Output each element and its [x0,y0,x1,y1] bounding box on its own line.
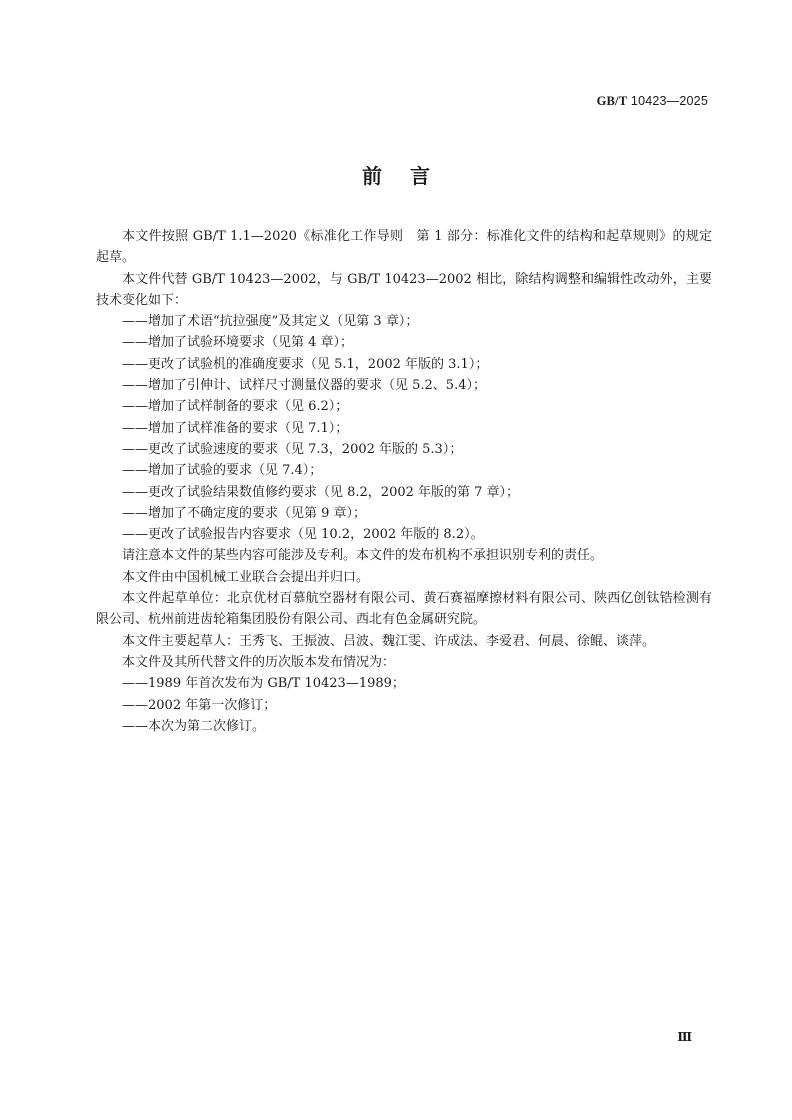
list-item: ——2002 年第一次修订； [122,697,277,713]
paragraph-drafters: 本文件主要起草人：王秀飞、王振波、吕波、魏江雯、许成法、李爱君、何晨、徐鲲、谈萍。 [122,633,656,649]
list-item: ——更改了试验报告内容要求（见 10.2，2002 年版的 8.2）。 [122,527,484,543]
list-item: ——本次为第二次修订。 [122,718,266,734]
paragraph-history-intro: 本文件及其所代替文件的历次版本发布情况为： [122,654,396,670]
list-item: ——增加了引伸计、试样尺寸测量仪器的要求（见 5.2、5.4）； [122,378,486,394]
page-number: Ⅲ [677,1030,692,1044]
list-item: ——增加了试样制备的要求（见 6.2）； [122,399,349,415]
page-title: 前言 [362,164,458,188]
list-item: ——增加了试验的要求（见 7.4）； [122,463,323,479]
paragraph-replacement: 本文件代替 GB/T 10423—2002，与 GB/T 10423—2002 相比，除结构调整和编辑性改动外，主要技术变化如下： [96,271,712,308]
list-item: ——增加了不确定度的要求（见第 9 章）； [122,505,367,521]
standard-code-number: 10423—2025 [630,94,708,108]
foreword-body [96,226,712,737]
standard-code [597,94,708,109]
list-item: ——增加了术语“抗拉强度”及其定义（见第 3 章）； [122,314,419,330]
paragraph-drafting-rules: 本文件按照 GB/T 1.1—2020《标准化工作导则 第 1 部分：标准化文件的结构和起草规则》的规定起草。 [96,229,712,266]
paragraph-drafting-units: 本文件起草单位：北京优材百慕航空器材有限公司、黄石赛福摩擦材料有限公司、陕西亿创钛锆检测有限公司、杭州前进齿轮箱集团股份有限公司、西北有色金属研究院。 [96,591,712,628]
list-item: ——更改了试验结果数值修约要求（见 8.2，2002 年版的第 7 章）； [122,484,520,500]
paragraph-patent-notice: 请注意本文件的某些内容可能涉及专利。本文件的发布机构不承担识别专利的责任。 [122,548,604,564]
list-item: ——1989 年首次发布为 GB/T 10423—1989； [122,676,405,692]
list-item: ——增加了试样准备的要求（见 7.1）； [122,420,349,436]
list-item: ——增加了试验环境要求（见第 4 章）； [122,335,354,351]
list-item: ——更改了试验机的准确度要求（见 5.1，2002 年版的 3.1）； [122,356,489,372]
list-item: ——更改了试验速度的要求（见 7.3，2002 年版的 5.3）； [122,441,463,457]
paragraph-proposer: 本文件由中国机械工业联合会提出并归口。 [122,569,370,585]
standard-code-prefix: GB/T [596,94,628,108]
